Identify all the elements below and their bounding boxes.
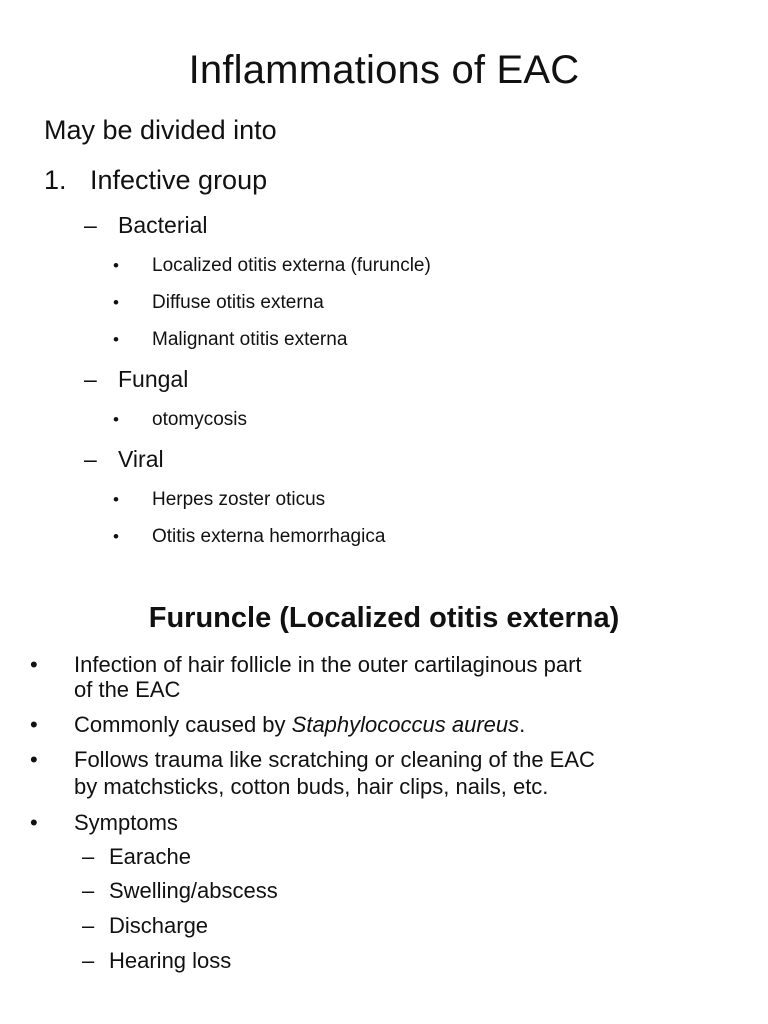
symptom-item: – Swelling/abscess — [82, 878, 278, 903]
organism-name: Staphylococcus aureus — [291, 712, 520, 737]
list-item: • Malignant otitis externa — [113, 329, 348, 350]
list-item: • Diffuse otitis externa — [113, 292, 324, 313]
subgroup-bacterial: – Bacterial — [84, 212, 208, 238]
subgroup-viral: – Viral — [84, 446, 164, 472]
symptom-item: – Discharge — [82, 913, 209, 938]
subgroup-fungal: – Fungal — [84, 366, 189, 392]
bullet-trauma-continued: by matchsticks, cotton buds, hair clips, nails, etc. — [74, 774, 549, 799]
slide-title-inflammations: Inflammations of EAC — [188, 48, 580, 92]
list-item: • otomycosis — [113, 409, 248, 430]
bullet-infection-continued: of the EAC — [74, 677, 181, 702]
symptom-item: – Hearing loss — [82, 948, 232, 973]
numbered-item-infective-group — [44, 165, 267, 196]
bullet-symptoms: • Symptoms — [30, 810, 178, 835]
list-item: • Otitis externa hemorrhagica — [113, 526, 386, 547]
subgroup-label: Viral — [118, 446, 164, 472]
subgroup-label: Bacterial — [118, 212, 208, 238]
list-item: • Localized otitis externa (furuncle) — [113, 255, 431, 276]
item-label: Infective group — [90, 165, 268, 195]
subgroup-label: Fungal — [118, 366, 189, 392]
list-item: • Herpes zoster oticus — [113, 489, 326, 510]
slide-title-furuncle: Furuncle (Localized otitis externa) — [148, 602, 620, 634]
symptom-item: – Earache — [82, 844, 191, 869]
bullet-cause: • Commonly caused by Staphylococcus aureus. — [30, 712, 526, 737]
bullet-infection: • Infection of hair follicle in the outer cartilaginous part — [30, 652, 582, 677]
intro-text: May be divided into — [44, 115, 277, 145]
item-number: 1. — [44, 165, 67, 195]
bullet-trauma: • Follows trauma like scratching or cleaning of the EAC — [30, 747, 595, 772]
